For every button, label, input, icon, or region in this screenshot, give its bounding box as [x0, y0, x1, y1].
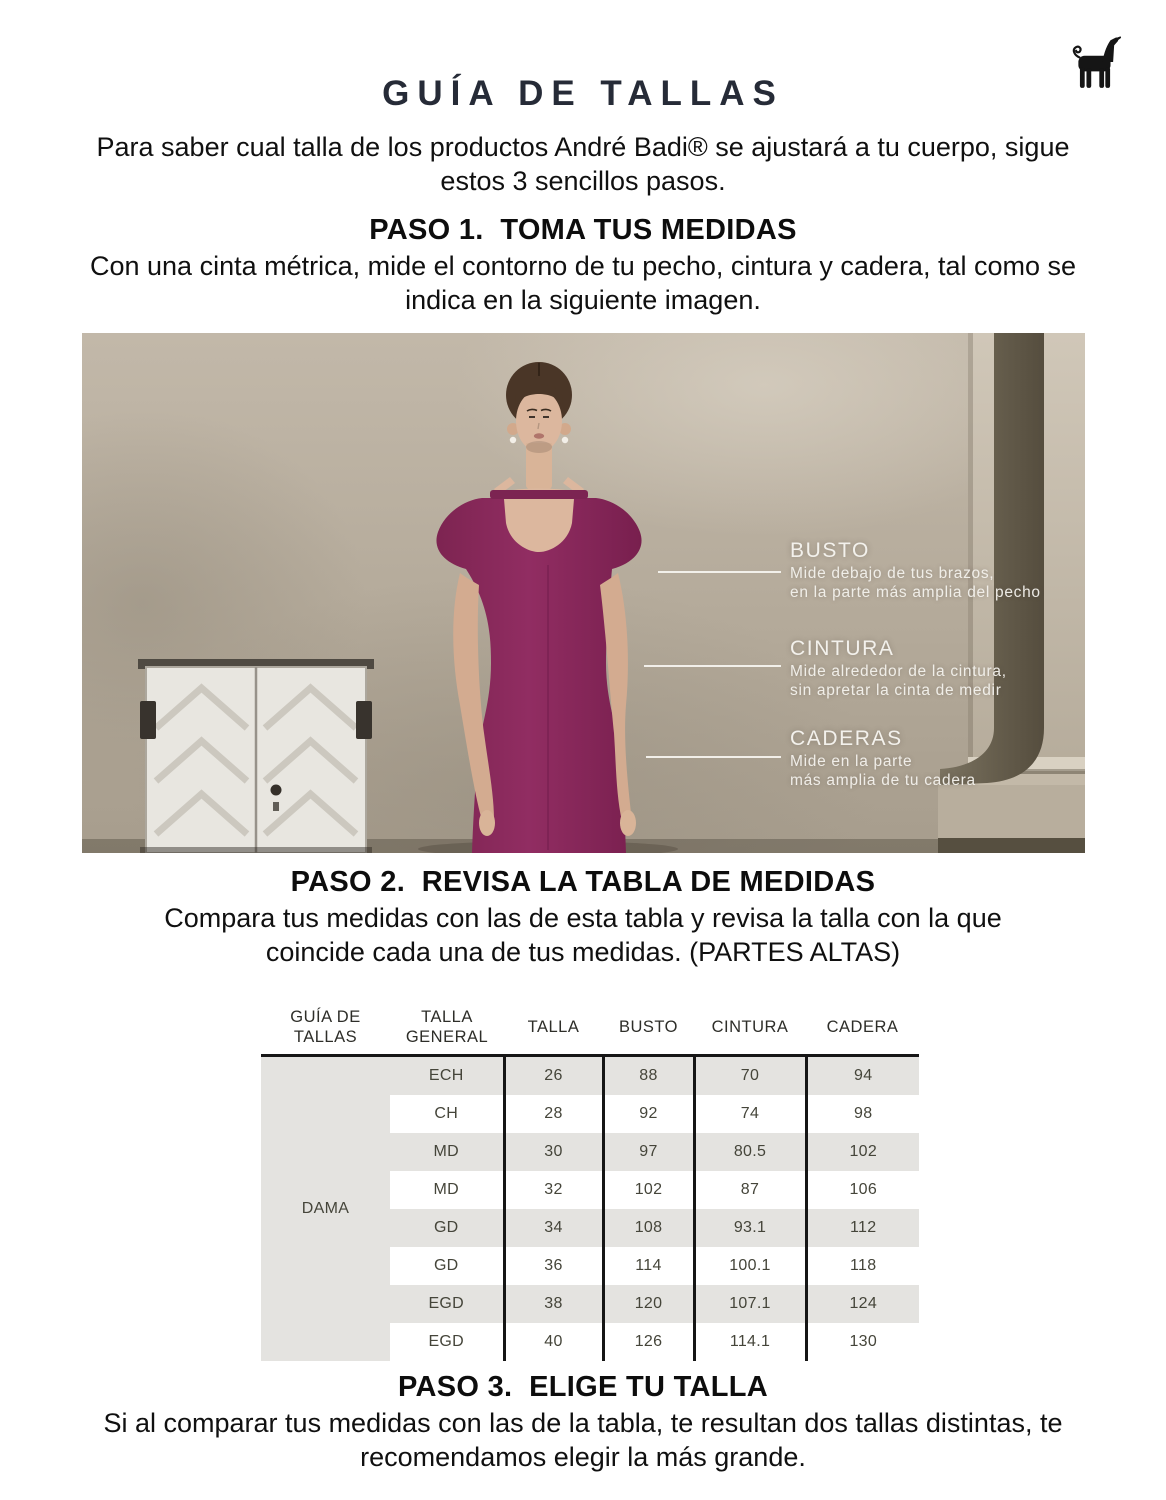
cell: 102 — [603, 1171, 694, 1209]
measurement-photo — [82, 333, 1085, 853]
busto-pointer-line — [658, 571, 781, 573]
cell: 126 — [603, 1323, 694, 1361]
intro-text: Para saber cual talla de los productos André Badi® se ajustará a tu cuerpo, sigue estos 3 sencillos pasos. — [96, 132, 1070, 196]
page-title: GUÍA DE TALLAS — [382, 74, 784, 113]
cintura-label-line2: sin apretar la cinta de medir — [790, 681, 1002, 699]
cell: 93.1 — [694, 1209, 806, 1247]
header-cadera: CADERA — [806, 1000, 919, 1056]
size-table — [261, 1000, 919, 1361]
cell: 130 — [806, 1323, 919, 1361]
size-table-header-row — [261, 1000, 919, 1056]
cell: CH — [434, 1105, 459, 1122]
cell: 87 — [694, 1171, 806, 1209]
cell: 112 — [806, 1209, 919, 1247]
cell: 92 — [603, 1095, 694, 1133]
cell: 28 — [504, 1095, 603, 1133]
table-group-cell: DAMA — [261, 1056, 390, 1362]
cell: 106 — [806, 1171, 919, 1209]
table-row — [261, 1056, 919, 1096]
cell: GD — [433, 1257, 459, 1274]
step1-body: Con una cinta métrica, mide el contorno de tu pecho, cintura y cadera, tal como se indica en la siguiente imagen. — [89, 251, 1077, 315]
cell: 107.1 — [694, 1285, 806, 1323]
caderas-label-line1: Mide en la parte — [790, 753, 913, 770]
cell: 100.1 — [694, 1247, 806, 1285]
step2-body: Compara tus medidas con las de esta tabla y revisa la talla con la que coincide cada una de tus medidas. (PARTES ALTAS) — [164, 903, 1002, 967]
cell: 108 — [603, 1209, 694, 1247]
cell: 38 — [504, 1285, 603, 1323]
cintura-label-line1: Mide alrededor de la cintura, — [790, 663, 1007, 680]
header-cintura: CINTURA — [694, 1000, 806, 1056]
busto-label-title: BUSTO — [790, 539, 870, 562]
cell: 34 — [504, 1209, 603, 1247]
busto-label-line1: Mide debajo de tus brazos, — [790, 565, 995, 582]
cell: MD — [433, 1181, 459, 1198]
white-door — [138, 659, 374, 853]
cell: 102 — [806, 1133, 919, 1171]
cell: 88 — [603, 1056, 694, 1096]
cell: 124 — [806, 1285, 919, 1323]
caderas-pointer-line — [646, 756, 781, 758]
cell: EGD — [428, 1333, 465, 1350]
step2-heading: PASO 2. REVISA LA TABLA DE MEDIDAS — [290, 866, 876, 898]
cell: 114.1 — [694, 1323, 806, 1361]
header-busto: BUSTO — [603, 1000, 694, 1056]
header-talla-general: TALLA GENERAL — [390, 1000, 504, 1056]
busto-label — [790, 540, 1041, 602]
model-figure — [418, 362, 678, 853]
caderas-label-title: CADERAS — [790, 727, 903, 750]
cell: 114 — [603, 1247, 694, 1285]
cell: 30 — [504, 1133, 603, 1171]
andre-badi-dog-logo-icon — [1070, 34, 1122, 90]
cell: 118 — [806, 1247, 919, 1285]
cintura-pointer-line — [644, 665, 781, 667]
header-talla: TALLA — [504, 1000, 603, 1056]
cell: 98 — [806, 1095, 919, 1133]
caderas-label-line2: más amplia de tu cadera — [790, 771, 976, 789]
cell: 40 — [504, 1323, 603, 1361]
cell: 32 — [504, 1171, 603, 1209]
cell: EGD — [390, 1285, 504, 1323]
step3-heading: PASO 3. ELIGE TU TALLA — [398, 1371, 768, 1403]
cell: ECH — [390, 1056, 504, 1096]
cell: 94 — [806, 1056, 919, 1096]
busto-label-line2: en la parte más amplia del pecho — [790, 583, 1041, 601]
step1-heading: PASO 1. TOMA TUS MEDIDAS — [369, 214, 797, 246]
cell: 80.5 — [694, 1133, 806, 1171]
cell: GD — [390, 1209, 504, 1247]
cell: 36 — [504, 1247, 603, 1285]
cintura-label — [790, 638, 1007, 700]
cell: 120 — [603, 1285, 694, 1323]
header-guia-de-tallas: GUÍA DE TALLAS — [261, 1000, 390, 1056]
step3-body: Si al comparar tus medidas con las de la tabla, te resultan dos tallas distintas, te recomendamos elegir la más grande. — [103, 1408, 1063, 1472]
cell: 70 — [694, 1056, 806, 1096]
cintura-label-title: CINTURA — [790, 637, 895, 660]
cell: 74 — [694, 1095, 806, 1133]
cell: 97 — [603, 1133, 694, 1171]
cell: 26 — [504, 1056, 603, 1096]
caderas-label — [790, 728, 976, 790]
cell: MD — [390, 1133, 504, 1171]
